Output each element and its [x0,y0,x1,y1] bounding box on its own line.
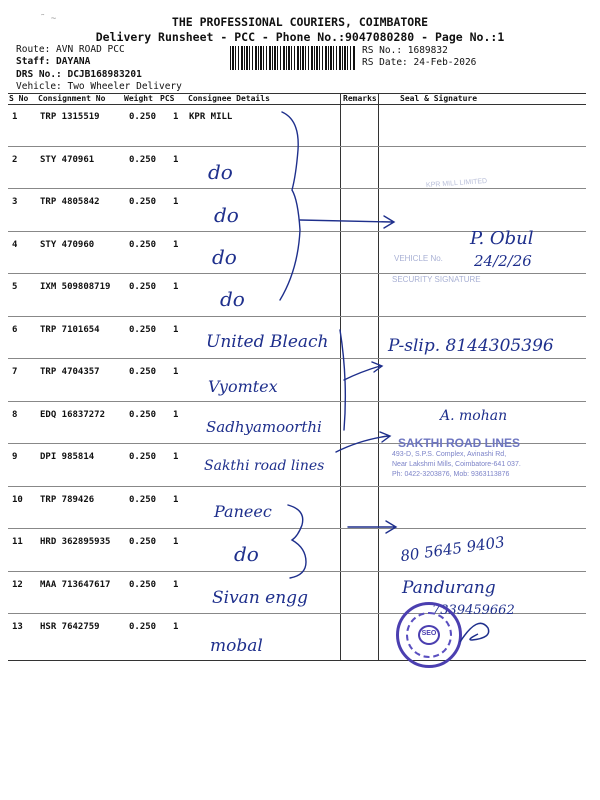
row-sno: 1 [12,112,18,122]
vehicle-label: Vehicle: Two Wheeler Delivery [16,81,182,92]
row-pcs: 1 [173,367,179,377]
arrow-rows-2-5 [300,216,394,228]
row-weight: 0.250 [129,154,157,165]
row-weight: 0.250 [129,239,157,250]
row-weight: 0.250 [129,409,157,420]
row-consignment-no: STY 470960 [40,239,95,250]
rs-date: RS Date: 24-Feb-2026 [362,57,477,68]
sakthi-stamp-address2: Near Lakshmi Mills, Coimbatore-641 037. [392,461,521,468]
row-pcs: 1 [173,579,179,590]
row-sno: 10 [12,494,23,505]
signature-row12: Pandurang [402,578,496,598]
consignee-hand-row7: Vyomtex [208,377,278,396]
sakthi-stamp-name: SAKTHI ROAD LINES [398,436,521,450]
corner-mark: ˜ ~ [40,14,57,24]
row-consignee-printed: KPR MILL [189,112,233,122]
row-sno: 11 [12,537,23,547]
company-title: THE PROFESSIONAL COURIERS, COIMBATORE [171,15,429,29]
signature-row4: P. Obul [470,228,534,249]
arrow-rows-8-9 [336,432,390,452]
drs-label: DRS No.: DCJB168983201 [16,69,142,80]
row-consignment-no: TRP 789426 [40,494,95,505]
brace-rows-1-5 [280,112,300,300]
row-consignment-no: MAA 713647617 [40,579,111,590]
row-pcs: 1 [173,494,179,505]
row-consignment-no: TRP 4805842 [40,197,100,207]
row-weight: 0.250 [129,367,157,377]
signature-date-row4: 24/2/26 [474,252,532,270]
sakthi-stamp-phone: Ph: 0422-3203876, Mob: 9363113876 [392,471,510,478]
row-consignment-no: EDQ 16837272 [40,409,106,420]
row-pcs: 1 [173,112,179,122]
phone-row13: 7339459662 [432,603,515,618]
consignee-hand-row3: do [214,203,239,227]
consignee-hand-row9: Sakthi road lines [204,458,325,474]
row-weight: 0.250 [129,112,157,122]
row-pcs: 1 [173,282,179,292]
staff-label: Staff: DAYANA [16,56,91,67]
row-pcs: 1 [173,239,179,250]
row-consignment-no: HSR 7642759 [40,622,100,632]
row-pcs: 1 [173,537,179,547]
consignee-hand-row4: do [212,245,237,269]
row-sno: 13 [12,622,23,632]
consignee-hand-row8: Sadhyamoorthi [206,418,322,436]
runsheet-title: Delivery Runsheet - PCC - Phone No.:9047080280 - Page No.:1 [95,30,505,44]
row-weight: 0.250 [129,622,157,632]
row-sno: 5 [12,282,18,292]
row-sno: 8 [12,409,18,420]
row-pcs: 1 [173,409,179,420]
row-weight: 0.250 [129,197,157,207]
consignee-hand-row5: do [220,287,245,311]
sakthi-stamp-address1: 493-D, S.P.S. Complex, Avinashi Rd, [392,451,507,458]
security-stamp-vehicle: VEHICLE No. [394,254,443,263]
row-weight: 0.250 [129,579,157,590]
row-sno: 9 [12,452,18,462]
row-consignment-no: TRP 1315519 [40,112,100,122]
col-header-pcs: PCS [160,94,175,103]
col-header-consignment: Consignment No [38,94,106,103]
col-header-weight: Weight [124,94,153,103]
row-consignment-no: TRP 4704357 [40,367,100,377]
consignee-hand-row11: do [234,542,259,566]
row-sno: 12 [12,579,23,590]
rs-number: RS No.: 1689832 [362,45,448,56]
signature-row8: A. mohan [440,408,508,424]
security-stamp-title: KPR MILL LIMITED [425,177,488,190]
row-consignment-no: IXM 509808719 [40,282,111,292]
row-weight: 0.250 [129,282,157,292]
route-label: Route: AVN ROAD PCC [16,44,125,55]
company-seal [396,602,462,668]
row-consignment-no: STY 470961 [40,154,95,165]
row-weight: 0.250 [129,452,157,462]
col-header-remarks: Remarks [343,94,377,103]
col-header-seal: Seal & Signature [400,94,478,103]
consignee-hand-row12: Sivan engg [212,588,308,608]
row-pcs: 1 [173,154,179,165]
consignee-hand-row13: mobal [210,636,263,656]
row-sno: 2 [12,154,18,165]
col-header-sno: S No [9,94,29,103]
row-pcs: 1 [173,324,179,335]
row-consignment-no: HRD 362895935 [40,537,111,547]
row-sno: 7 [12,367,18,377]
row-pcs: 1 [173,622,179,632]
row-sno: 3 [12,197,18,207]
row-pcs: 1 [173,197,179,207]
row-pcs: 1 [173,452,179,462]
arrow-rows-10-11 [348,521,396,533]
remark-row6: P-slip. 8144305396 [388,336,554,356]
row-consignment-no: DPI 985814 [40,452,95,462]
row-weight: 0.250 [129,324,157,335]
arrow-rows-6-7 [344,362,382,380]
row-weight: 0.250 [129,494,157,505]
consignee-hand-row10: Paneec [214,502,272,521]
row-weight: 0.250 [129,537,157,547]
consignee-hand-row2: do [208,160,233,184]
consignee-hand-row6: United Bleach [206,332,329,352]
col-header-consignee: Consignee Details [188,94,270,103]
row-sno: 4 [12,239,18,250]
seal-center-text: SEO [421,630,437,637]
seal-initials [458,618,498,648]
phone-row11: 80 5645 9403 [399,532,506,566]
row-consignment-no: TRP 7101654 [40,324,100,335]
security-stamp-signature: SECURITY SIGNATURE [392,275,481,284]
row-sno: 6 [12,324,18,335]
brace-rows-10-11 [288,505,306,578]
